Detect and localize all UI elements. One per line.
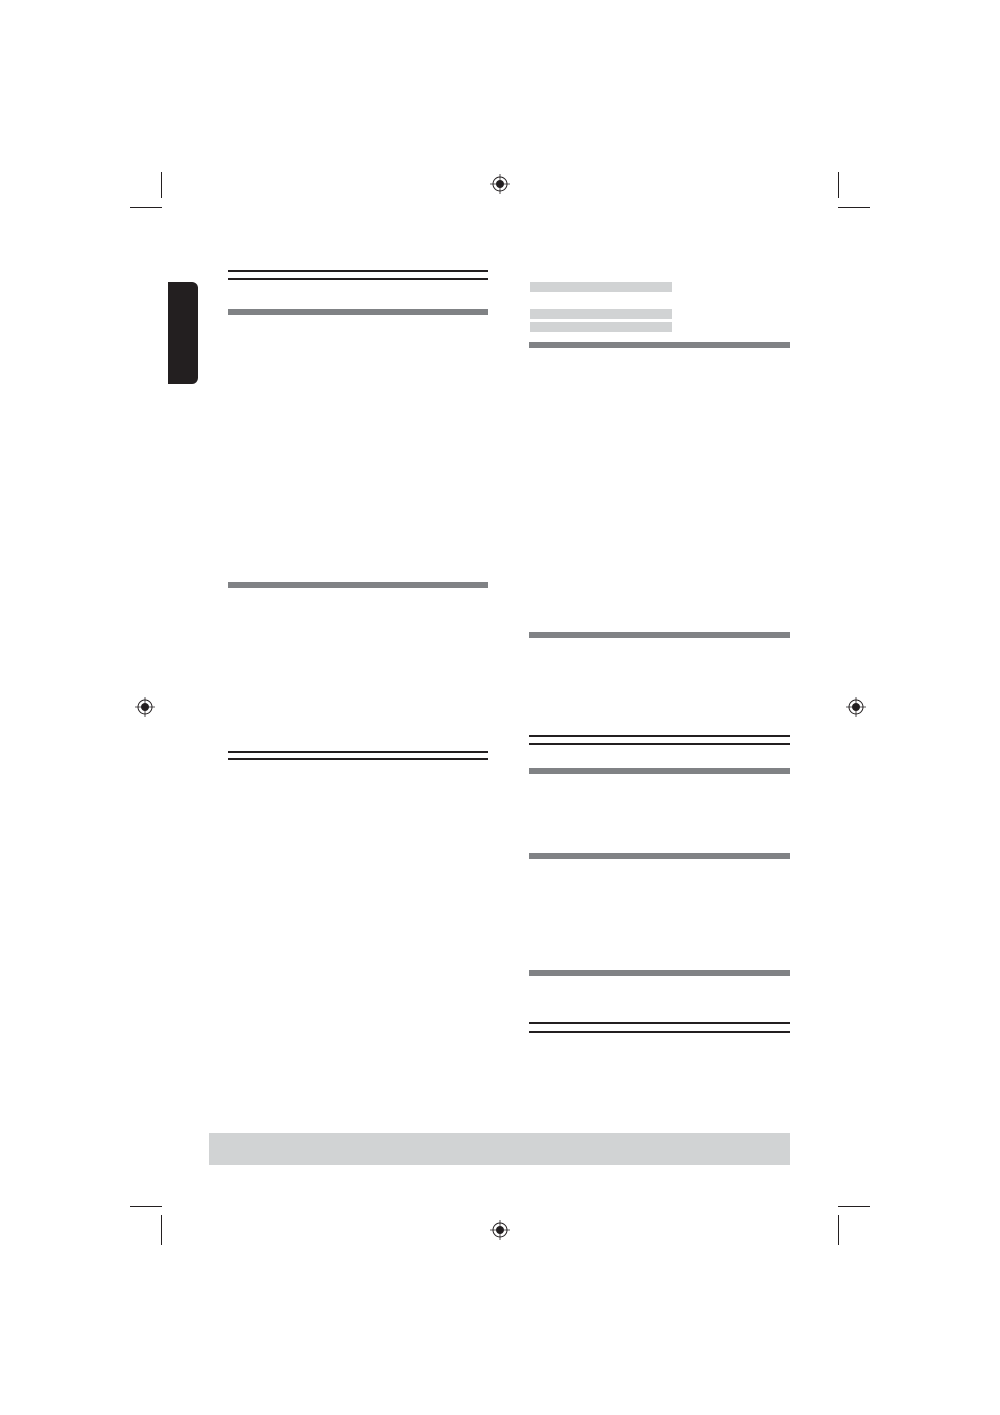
crop-mark [161, 172, 162, 198]
section-heading [228, 270, 488, 280]
crop-mark [838, 207, 870, 208]
crop-mark [838, 172, 839, 198]
crop-mark [130, 207, 162, 208]
section-heading [529, 1022, 790, 1033]
subsection-heading [529, 853, 790, 859]
osd-bar [530, 282, 672, 292]
language-side-tab [168, 282, 198, 384]
section-heading [228, 751, 488, 760]
subsection-heading [529, 342, 790, 348]
crop-mark [130, 1206, 162, 1207]
subsection-heading [529, 970, 790, 976]
subsection-heading [228, 582, 488, 588]
subsection-heading [529, 768, 790, 774]
section-heading [529, 735, 790, 745]
subsection-heading [228, 309, 488, 315]
osd-bar [530, 309, 672, 319]
crop-mark [161, 1215, 162, 1245]
registration-mark-icon [490, 1220, 510, 1240]
registration-mark-icon [846, 697, 866, 717]
registration-mark-icon [490, 174, 510, 194]
crop-mark [838, 1215, 839, 1245]
useful-tip-box [209, 1133, 790, 1165]
crop-mark [838, 1206, 870, 1207]
subsection-heading [529, 632, 790, 638]
registration-mark-icon [135, 697, 155, 717]
osd-bar [530, 322, 672, 332]
